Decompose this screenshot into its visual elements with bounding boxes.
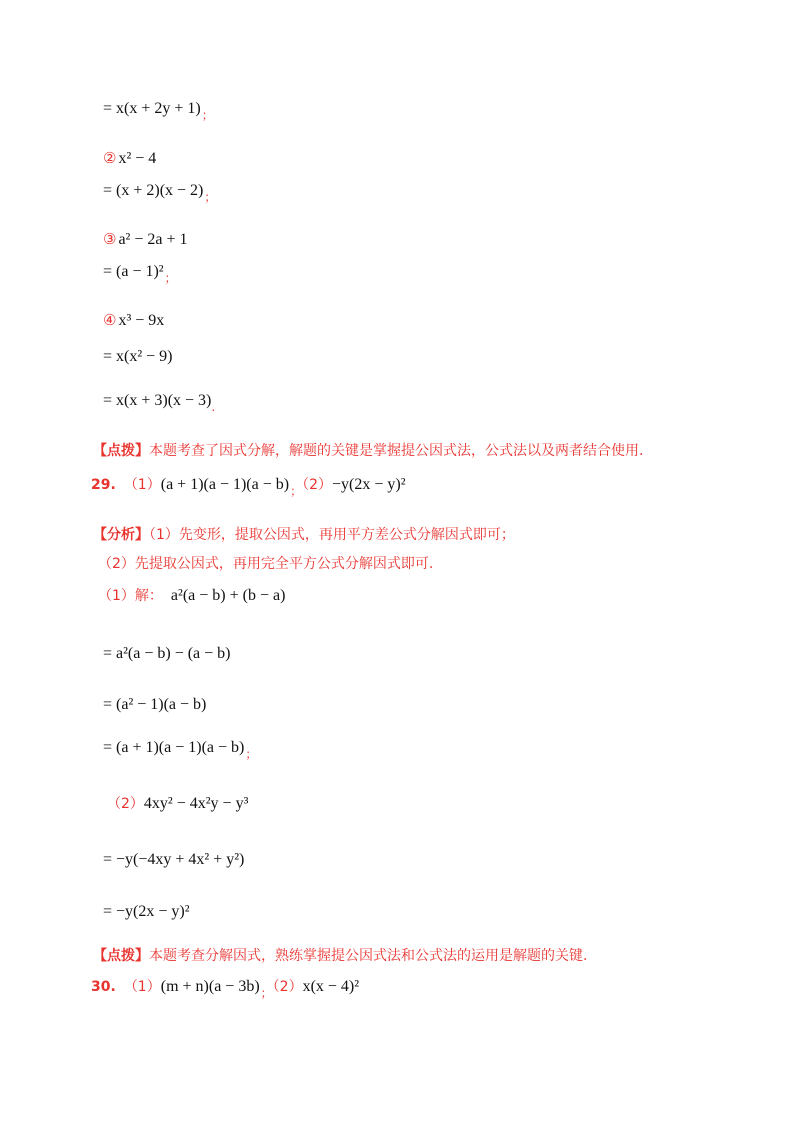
math-expression: = x(x² − 9) — [103, 348, 173, 365]
punctuation: ； — [290, 484, 303, 498]
item-marker: ② — [103, 149, 117, 167]
analysis-paragraph — [98, 553, 433, 573]
equation-line — [103, 346, 173, 366]
hint-text: 本题考查分解因式，熟练掌握提公因式法和公式法的运用是解题的关键. — [149, 948, 588, 964]
math-expression: = (a + 1)(a − 1)(a − b) — [103, 739, 245, 756]
punctuation: ； — [201, 108, 214, 122]
problem-item-4 — [103, 310, 164, 330]
hint-text: 本题考查了因式分解，解题的关键是掌握提公因式法，公式法以及两者结合使用. — [149, 443, 644, 459]
punctuation: . — [211, 400, 216, 414]
math-expression: (m + n)(a − 3b) — [160, 978, 260, 995]
equation-line — [103, 901, 190, 921]
hint-tag: 【点拨】 — [93, 443, 149, 459]
equation-line — [103, 98, 214, 122]
math-expression: a² − 2a + 1 — [118, 231, 188, 248]
math-expression: = −y(2x − y)² — [103, 903, 190, 920]
analysis-tag: 【分析】 — [93, 527, 149, 543]
hint-paragraph — [93, 440, 643, 460]
question-number: 30. — [91, 979, 116, 995]
math-expression: = x(x + 2y + 1) — [103, 100, 201, 117]
punctuation: ； — [245, 747, 258, 761]
math-expression: = x(x + 3)(x − 3) — [103, 392, 212, 409]
math-expression: 4xy² − 4x²y − y³ — [143, 795, 249, 812]
hint-paragraph — [93, 945, 587, 965]
part-label: （2） — [302, 477, 333, 493]
solution-label: （1）解： — [98, 588, 163, 604]
equation-line — [103, 390, 216, 414]
equation-line — [103, 643, 231, 663]
item-marker: ④ — [103, 311, 117, 329]
answer-line-30 — [91, 976, 360, 1000]
punctuation: ； — [204, 190, 217, 204]
math-expression: x² − 4 — [118, 150, 157, 167]
math-expression: = −y(−4xy + 4x² + y²) — [103, 851, 245, 868]
equation-line — [103, 737, 258, 761]
math-expression: = (x + 2)(x − 2) — [103, 182, 204, 199]
item-marker: ③ — [103, 230, 117, 248]
part-label: （1） — [123, 979, 161, 995]
part-label: （1） — [123, 477, 161, 493]
math-expression: (a + 1)(a − 1)(a − b) — [160, 476, 290, 493]
math-expression: = a²(a − b) − (a − b) — [103, 645, 231, 662]
punctuation: ； — [164, 271, 177, 285]
math-expression: −y(2x − y)² — [332, 476, 406, 493]
math-expression: x(x − 4)² — [302, 978, 360, 995]
math-expression: = (a − 1)² — [103, 263, 164, 280]
equation-line — [103, 180, 217, 204]
solution-label: （2） — [107, 796, 144, 812]
solution-line — [107, 793, 248, 813]
problem-item-3 — [103, 229, 188, 249]
solution-line — [98, 585, 285, 605]
math-expression: a²(a − b) + (b − a) — [170, 587, 286, 604]
question-number: 29. — [91, 477, 116, 493]
part-label: （2） — [272, 979, 303, 995]
equation-line — [103, 694, 206, 714]
math-expression: x³ − 9x — [118, 312, 165, 329]
analysis-text: （1）先变形，提取公因式，再用平方差公式分解因式即可； — [149, 527, 515, 543]
equation-line — [103, 261, 177, 285]
problem-item-2 — [103, 148, 156, 168]
math-expression: = (a² − 1)(a − b) — [103, 696, 207, 713]
analysis-paragraph — [93, 524, 515, 544]
equation-line — [103, 849, 244, 869]
hint-tag: 【点拨】 — [93, 948, 149, 964]
analysis-text: （2）先提取公因式，再用完全平方公式分解因式即可. — [98, 556, 434, 572]
answer-line-29 — [91, 474, 406, 498]
punctuation: ； — [260, 986, 273, 1000]
